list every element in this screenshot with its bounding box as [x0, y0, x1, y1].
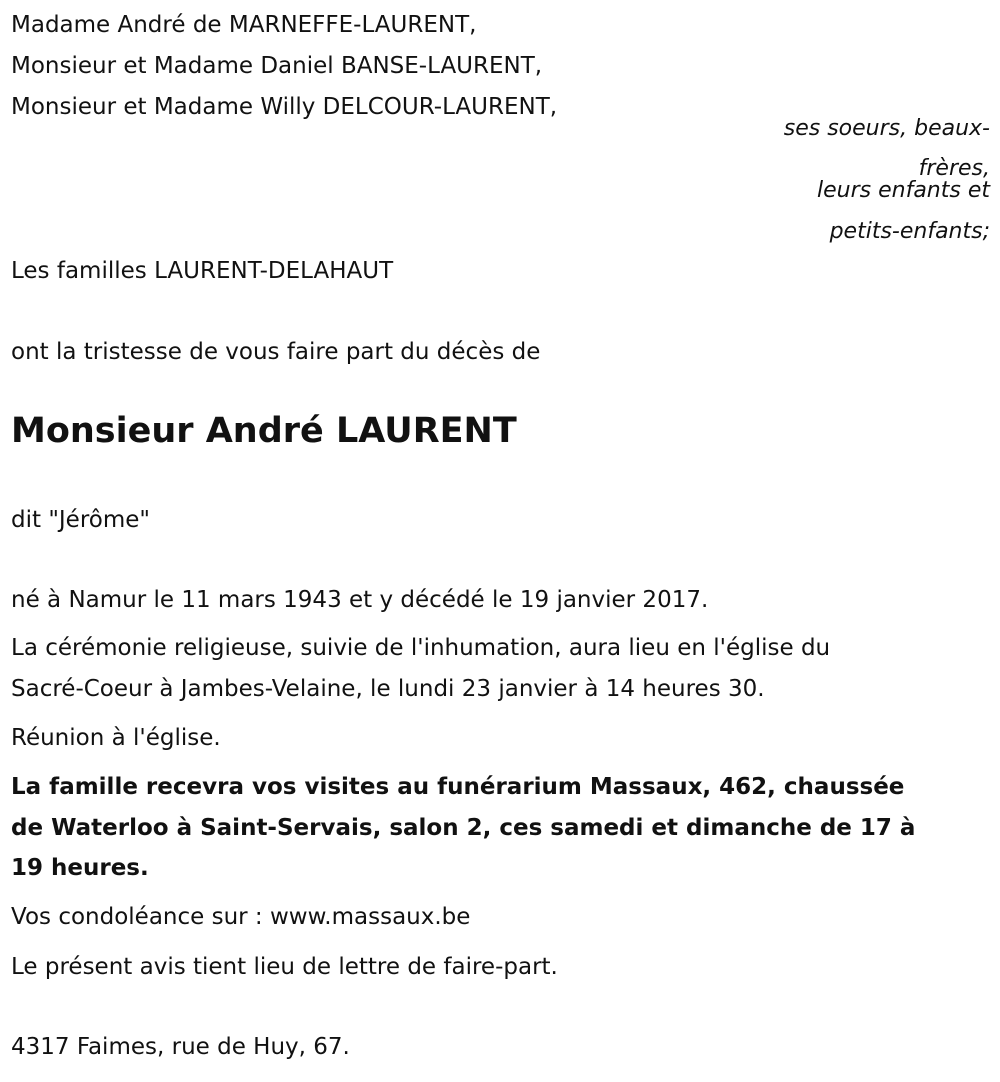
relation-note-line-2: frères, [918, 156, 990, 181]
relation-note-line-4: petits-enfants; [829, 219, 990, 244]
family-line-1: Madame André de MARNEFFE-LAURENT, [11, 12, 477, 38]
family-line-2: Monsieur et Madame Daniel BANSE-LAURENT, [11, 53, 543, 79]
family-line-4: Les familles LAURENT-DELAHAUT [11, 258, 394, 284]
ceremony-line-2: Sacré-Coeur à Jambes-Velaine, le lundi 23 janvier à 14 heures 30. [11, 676, 765, 702]
notice-text: Le présent avis tient lieu de lettre de faire-part. [11, 954, 558, 980]
condolences-text: Vos condoléance sur : www.massaux.be [11, 904, 471, 930]
address-text: 4317 Faimes, rue de Huy, 67. [11, 1034, 350, 1060]
announcement-text: ont la tristesse de vous faire part du décès de [11, 339, 541, 365]
deceased-name: Monsieur André LAURENT [11, 411, 517, 451]
relation-note-line-3: leurs enfants et [817, 178, 990, 203]
meeting-text: Réunion à l'église. [11, 725, 221, 751]
relation-note-line-1: ses soeurs, beaux- [783, 116, 990, 141]
family-line-3: Monsieur et Madame Willy DELCOUR-LAURENT, [11, 94, 558, 120]
birth-death-text: né à Namur le 11 mars 1943 et y décédé le 19 janvier 2017. [11, 587, 709, 613]
ceremony-line-1: La cérémonie religieuse, suivie de l'inhumation, aura lieu en l'église du [11, 635, 831, 661]
deceased-nickname: dit "Jérôme" [11, 507, 150, 533]
visits-line-3: 19 heures. [11, 855, 149, 881]
visits-line-1: La famille recevra vos visites au funérarium Massaux, 462, chaussée [11, 774, 905, 800]
visits-line-2: de Waterloo à Saint-Servais, salon 2, ces samedi et dimanche de 17 à [11, 815, 916, 841]
